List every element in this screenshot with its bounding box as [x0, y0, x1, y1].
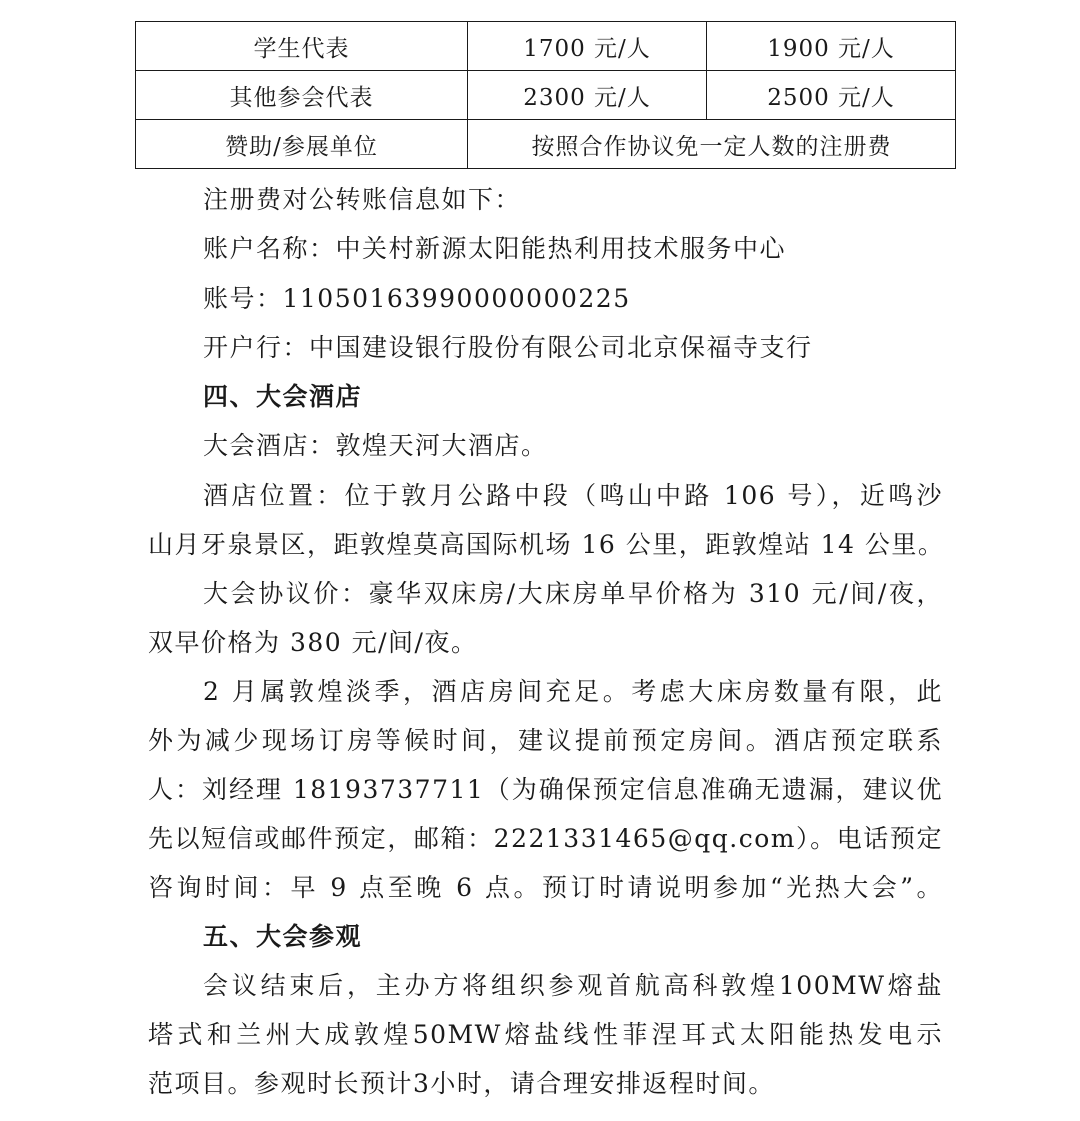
booking-line: 咨询时间：早 9 点至晚 6 点。预订时请说明参加“光热大会”。: [148, 873, 943, 902]
fee-category-cell: 其他参会代表: [136, 71, 468, 120]
booking-line: 人：刘经理 18193737711（为确保预定信息准确无遗漏，建议优: [148, 775, 943, 804]
visit-line: 塔式和兰州大成敦煌50MW熔盐线性菲涅耳式太阳能热发电示: [148, 1020, 943, 1049]
fee-early-cell: 1700 元/人: [468, 22, 707, 71]
hotel-location-line: 山月牙泉景区，距敦煌莫高国际机场 16 公里，距敦煌站 14 公里。: [148, 530, 945, 559]
booking-line: 先以短信或邮件预定，邮箱：2221331465@qq.com）。电话预定: [148, 824, 943, 853]
bank-name: 开户行：中国建设银行股份有限公司北京保福寺支行: [203, 333, 813, 362]
fee-category-cell: 赞助/参展单位: [136, 120, 468, 169]
transfer-intro: 注册费对公转账信息如下：: [203, 185, 522, 214]
fee-late-cell: 2500 元/人: [707, 71, 956, 120]
fee-category-cell: 学生代表: [136, 22, 468, 71]
section-heading-hotel: 四、大会酒店: [203, 382, 363, 411]
hotel-price-line: 双早价格为 380 元/间/夜。: [148, 628, 478, 657]
account-number: 账号：11050163990000000225: [203, 284, 631, 313]
account-name: 账户名称：中关村新源太阳能热利用技术服务中心: [203, 234, 787, 263]
fee-note-cell: 按照合作协议免一定人数的注册费: [468, 120, 956, 169]
booking-line: 2 月属敦煌淡季，酒店房间充足。考虑大床房数量有限，此: [203, 677, 943, 706]
visit-line: 会议结束后，主办方将组织参观首航高科敦煌100MW熔盐: [203, 971, 943, 1000]
registration-fee-table: [135, 21, 956, 169]
booking-line: 外为减少现场订房等候时间，建议提前预定房间。酒店预定联系: [148, 726, 943, 755]
table-row: [136, 22, 956, 71]
table-row: [136, 71, 956, 120]
table-row: [136, 120, 956, 169]
hotel-price-line: 大会协议价：豪华双床房/大床房单早价格为 310 元/间/夜，: [203, 579, 943, 608]
hotel-location-line: 酒店位置：位于敦月公路中段（鸣山中路 106 号），近鸣沙: [203, 481, 943, 510]
section-heading-visit: 五、大会参观: [203, 922, 363, 951]
hotel-name: 大会酒店：敦煌天河大酒店。: [203, 431, 548, 460]
fee-late-cell: 1900 元/人: [707, 22, 956, 71]
visit-line: 范项目。参观时长预计3小时，请合理安排返程时间。: [148, 1069, 775, 1098]
fee-early-cell: 2300 元/人: [468, 71, 707, 120]
